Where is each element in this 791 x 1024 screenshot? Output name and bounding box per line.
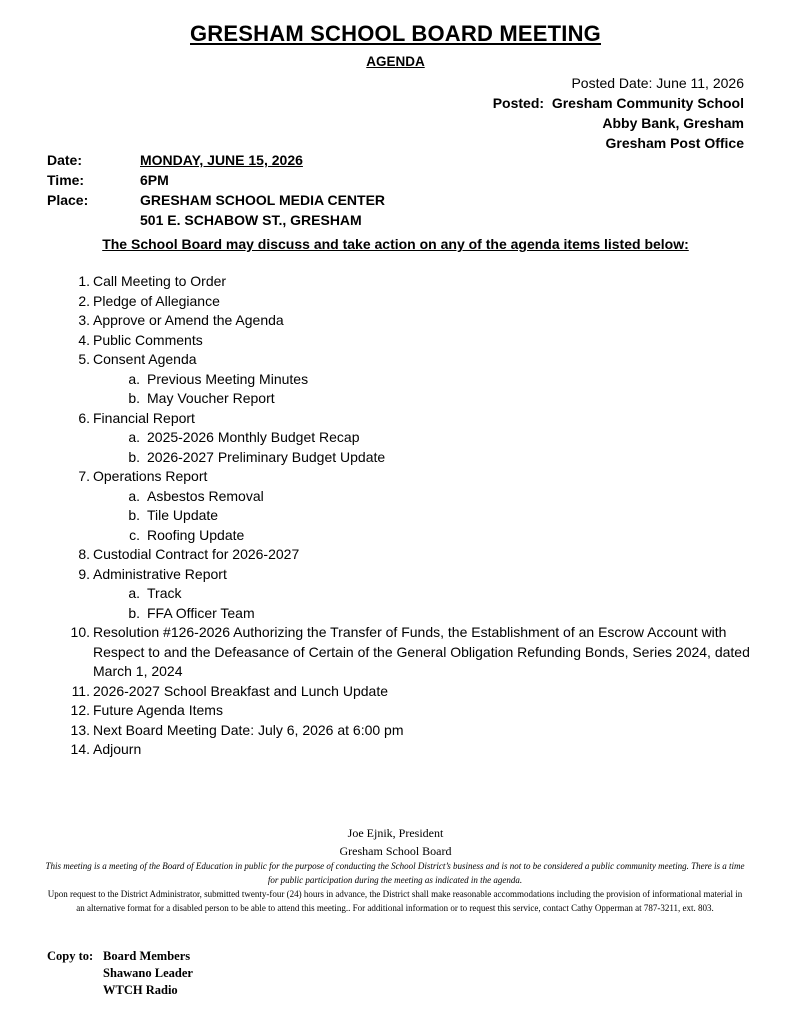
copy-to-recipient-3: WTCH Radio [103,983,178,997]
agenda-subitem-letter: c. [129,526,140,543]
agenda-subitem-text: Tile Update [147,507,219,523]
agenda-subitem-letter: a. [128,429,140,445]
agenda-item-number: 12. [70,702,90,718]
agenda-item-text: Call Meeting to Order [93,273,227,289]
footnote-accommodations: Upon request to the District Administrator, submitted twenty-four (24) hours in advance, the District shall make reasonable accommodations including the provision of informational material in an alternative format for a disabled person to be able to attend this meeting.. For additional information or to request this service, contact Cathy Opperman at 787-3211, ext. 803. [47,889,743,913]
agenda-subitem-text: Previous Meeting Minutes [147,370,309,387]
agenda-item [68,682,758,702]
agenda-subitem [115,604,758,624]
time-row [47,170,385,190]
agenda-subitem-text: Asbestos Removal [147,487,264,504]
agenda-list [68,272,758,760]
date-label: Date: [47,152,83,168]
signature-name: Joe Ejnik, President [347,826,444,840]
agenda-item-text: Resolution #126-2026 Authorizing the Transfer of Funds, the Establishment of an Escrow Account with Respect to and the Defeasance of Certain of the General Obligation Refunding Bonds, Series 2024, dated March 1, 2024 [93,624,750,679]
posting-info [493,73,744,153]
agenda-item-number: 6. [78,409,90,426]
agenda-subitem [115,506,758,526]
signature-org: Gresham School Board [339,844,452,858]
agenda-subitem-text: 2025-2026 Monthly Budget Recap [147,429,360,445]
document-subtitle: AGENDA [366,54,425,69]
posted-location-1-text: Gresham Community School [551,95,744,111]
agenda-item-number: 7. [78,468,90,484]
agenda-subitem-letter: a. [128,487,140,504]
agenda-item-number: 4. [78,331,90,348]
agenda-subitem-letter: b. [128,448,140,465]
agenda-item [68,350,758,370]
agenda-item [68,545,758,565]
agenda-item-text: Pledge of Allegiance [93,292,220,309]
agenda-subitem-letter: a. [128,585,140,601]
agenda-subitem [115,487,758,507]
date-value: MONDAY, JUNE 15, 2026 [140,152,303,168]
agenda-item-text: Financial Report [93,409,195,426]
agenda-subitem-letter: b. [128,507,140,523]
agenda-item [68,721,758,741]
copy-to-recipient-2: Shawano Leader [103,966,193,980]
posted-location-1 [493,93,744,113]
agenda-item-number: 14. [70,741,90,757]
meeting-info [47,150,385,230]
agenda-item-text: 2026-2027 School Breakfast and Lunch Update [93,682,388,699]
agenda-subitem [115,584,758,604]
posted-location-2: Abby Bank, Gresham [602,115,744,131]
agenda-subitem [115,428,758,448]
agenda-item-text: Approve or Amend the Agenda [93,312,284,328]
agenda-item [68,272,758,292]
agenda-subitem-text: Track [147,585,182,601]
time-value: 6PM [140,172,169,188]
agenda-item [68,565,758,585]
agenda-subitem-text: Roofing Update [147,526,245,543]
copy-to-block [47,948,193,999]
agenda-item [68,467,758,487]
agenda-subitem-text: FFA Officer Team [147,604,255,621]
agenda-item [68,701,758,721]
agenda-item-number: 2. [78,292,90,309]
agenda-subitem-text: 2026-2027 Preliminary Budget Update [147,448,386,465]
copy-to-label: Copy to: [47,949,94,963]
place-value-line1: GRESHAM SCHOOL MEDIA CENTER [140,192,386,208]
agenda-item [68,331,758,351]
date-row [47,150,385,170]
posted-label: Posted: [492,95,545,111]
agenda-item-number: 1. [78,273,90,289]
agenda-item-number: 3. [78,312,90,328]
agenda-item-number: 8. [78,546,90,562]
agenda-subitem [115,526,758,546]
agenda-subitem-text: May Voucher Report [147,390,275,406]
agenda-item-text: Consent Agenda [93,351,197,367]
place-value-line2: 501 E. SCHABOW ST., GRESHAM [140,212,362,228]
copy-to-row-1 [47,948,193,965]
agenda-item [68,292,758,312]
agenda-subitem-letter: b. [128,390,140,406]
footnote [45,859,745,915]
place-row [47,190,385,210]
agenda-notice: The School Board may discuss and take action on any of the agenda items listed below: [102,236,689,252]
agenda-item-number: 5. [78,351,90,367]
agenda-item-number: 10. [70,624,90,640]
agenda-subitem [115,448,758,468]
copy-to-recipient-1: Board Members [103,949,191,963]
agenda-item-text: Future Agenda Items [93,702,223,718]
posted-location-3: Gresham Post Office [605,135,744,151]
agenda-item [68,409,758,429]
agenda-item-text: Next Board Meeting Date: July 6, 2026 at 6:00 pm [93,721,404,738]
agenda-item-text: Administrative Report [93,565,227,582]
agenda-item-number: 13. [70,721,90,738]
agenda-item [68,623,758,682]
agenda-item-number: 11. [71,682,90,699]
document-title: GRESHAM SCHOOL BOARD MEETING [190,21,601,46]
agenda-subitem-letter: b. [128,604,140,621]
place-row-2 [47,210,385,230]
agenda-item-number: 9. [78,565,90,582]
time-label: Time: [47,172,85,188]
agenda-item-text: Operations Report [93,468,208,484]
agenda-subitem [115,389,758,409]
agenda-subitem-letter: a. [128,370,140,387]
footnote-public-meeting: This meeting is a meeting of the Board of Education in public for the purpose of conducting the School District’s business and is not to be considered a public community meeting. There is a time for public participation during the meeting as indicated in the agenda. [45,861,745,885]
agenda-item-text: Public Comments [93,331,203,348]
agenda-item [68,740,758,760]
agenda-item [68,311,758,331]
agenda-item-text: Custodial Contract for 2026-2027 [93,546,300,562]
place-label: Place: [47,192,89,208]
agenda-subitem [115,370,758,390]
copy-to-row-3 [47,982,193,999]
agenda-item-text: Adjourn [93,741,142,757]
posted-date: Posted Date: June 11, 2026 [571,75,744,91]
copy-to-row-2 [47,965,193,982]
